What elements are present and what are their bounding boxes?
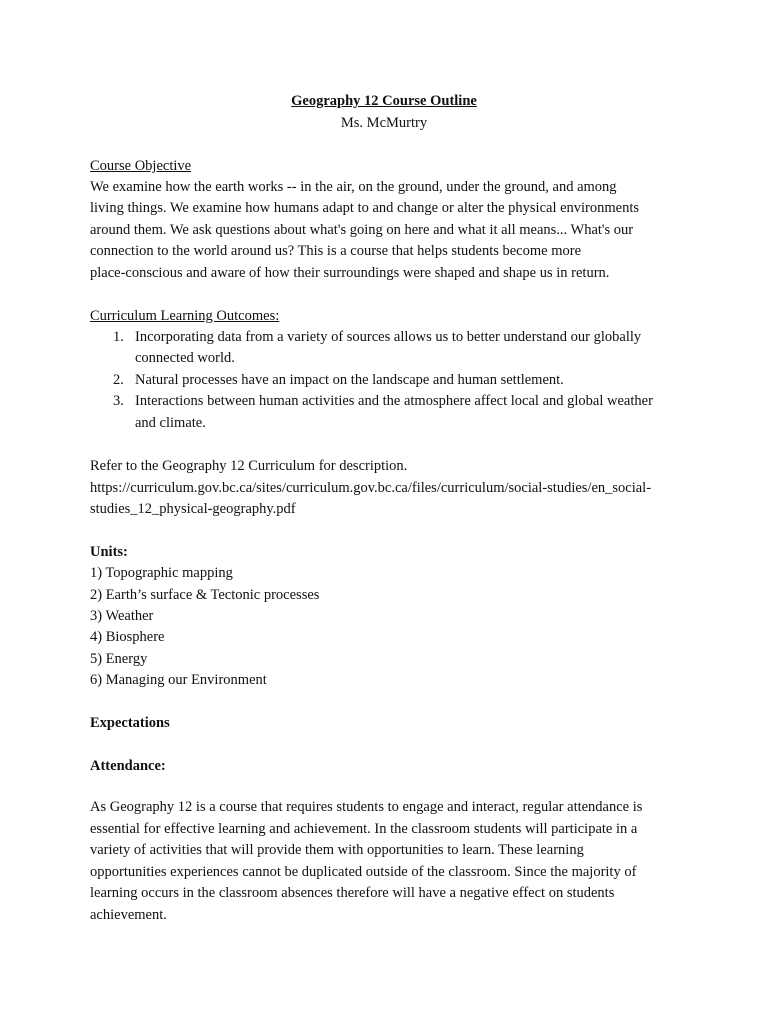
outcome-text: connected world. — [135, 350, 235, 366]
objective-heading: Course Objective — [90, 158, 192, 174]
outcomes-heading: Curriculum Learning Outcomes: — [90, 308, 280, 324]
attendance-line: essential for effective learning and achievement. In the classroom students will participate in a — [90, 821, 638, 837]
unit-item: 1) Topographic mapping — [90, 565, 233, 581]
attendance-line: achievement. — [90, 907, 167, 923]
unit-item: 5) Energy — [90, 651, 148, 667]
objective-line: place-conscious and aware of how their surroundings were shaped and shape us in return. — [90, 265, 610, 281]
curriculum-url: https://curriculum.gov.bc.ca/sites/curriculum.gov.bc.ca/files/curriculum/social-studies/en_social- — [90, 480, 652, 496]
attendance-line: variety of activities that will provide them with opportunities to learn. These learning — [90, 842, 584, 858]
reference-text: Refer to the Geography 12 Curriculum for description. — [90, 458, 408, 474]
outcome-number: 1. — [113, 329, 124, 345]
units-heading: Units: — [90, 544, 128, 560]
outcome-text: and climate. — [135, 415, 206, 431]
objective-line: connection to the world around us? This is a course that helps students become more — [90, 243, 582, 259]
curriculum-url: studies_12_physical-geography.pdf — [90, 501, 296, 517]
document-title: Geography 12 Course Outline — [291, 93, 477, 109]
unit-item: 4) Biosphere — [90, 629, 165, 645]
attendance-line: As Geography 12 is a course that requires students to engage and interact, regular attendance is — [90, 799, 643, 815]
unit-item: 6) Managing our Environment — [90, 672, 267, 688]
outcome-number: 2. — [113, 372, 124, 388]
objective-line: We examine how the earth works -- in the air, on the ground, under the ground, and among — [90, 179, 617, 195]
attendance-line: learning occurs in the classroom absences therefore will have a negative effect on students — [90, 885, 615, 901]
unit-item: 2) Earth’s surface & Tectonic processes — [90, 587, 320, 603]
attendance-line: opportunities experiences cannot be duplicated outside of the classroom. Since the majority of — [90, 864, 637, 880]
unit-item: 3) Weather — [90, 608, 154, 624]
attendance-heading: Attendance: — [90, 758, 166, 774]
teacher-name: Ms. McMurtry — [340, 115, 428, 131]
expectations-heading: Expectations — [90, 715, 170, 731]
outcome-text: Natural processes have an impact on the landscape and human settlement. — [135, 372, 564, 388]
outcome-text: Interactions between human activities and the atmosphere affect local and global weather — [135, 393, 653, 409]
objective-line: living things. We examine how humans adapt to and change or alter the physical environments — [90, 200, 640, 216]
outcome-text: Incorporating data from a variety of sources allows us to better understand our globally — [135, 329, 642, 345]
outcome-number: 3. — [113, 393, 124, 409]
objective-line: around them. We ask questions about what's going on here and what it all means... What's our — [90, 222, 634, 238]
